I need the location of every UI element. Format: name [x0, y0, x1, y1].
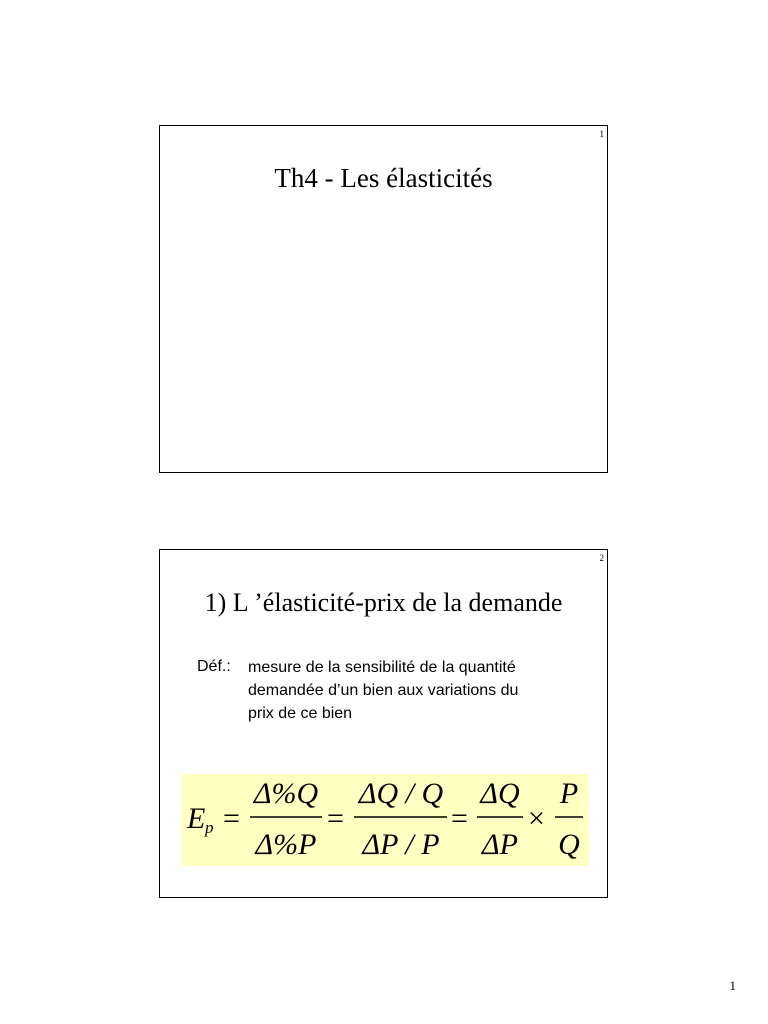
fraction-3-numerator: ΔQ	[480, 777, 520, 810]
definition-text	[248, 656, 518, 725]
slide-title: 1) L ’élasticité-prix de la demande	[204, 588, 563, 617]
slide-title: Th4 - Les élasticités	[274, 163, 493, 193]
fraction-4-denominator: Q	[558, 828, 580, 861]
formula-svg	[181, 774, 589, 866]
slide-2	[159, 549, 608, 898]
elasticity-formula	[181, 774, 589, 866]
slide-number: 1	[599, 129, 604, 139]
fraction-2-numerator: ΔQ / Q	[358, 777, 444, 810]
fraction-1-denominator: Δ%P	[255, 828, 317, 861]
slide-number: 2	[599, 553, 604, 563]
fraction-2-denominator: ΔP / P	[362, 828, 440, 861]
formula-equals: =	[327, 802, 344, 835]
formula-lhs: E	[187, 802, 206, 835]
formula-lhs-subscript: p	[205, 818, 214, 837]
slide-1	[159, 125, 608, 473]
page-number: 1	[729, 978, 736, 993]
fraction-1-numerator: Δ%Q	[253, 777, 319, 810]
formula-times: ×	[528, 802, 545, 835]
definition-line: demandée d’un bien aux variations du	[248, 682, 519, 699]
formula-equals: =	[223, 802, 240, 835]
definition-line: prix de ce bien	[248, 705, 353, 722]
fraction-3-denominator: ΔP	[482, 828, 518, 861]
formula-equals: =	[451, 802, 468, 835]
definition-line: mesure de la sensibilité de la quantité	[248, 659, 516, 676]
fraction-4-numerator: P	[559, 777, 579, 810]
definition-term: Déf.:	[197, 658, 231, 675]
